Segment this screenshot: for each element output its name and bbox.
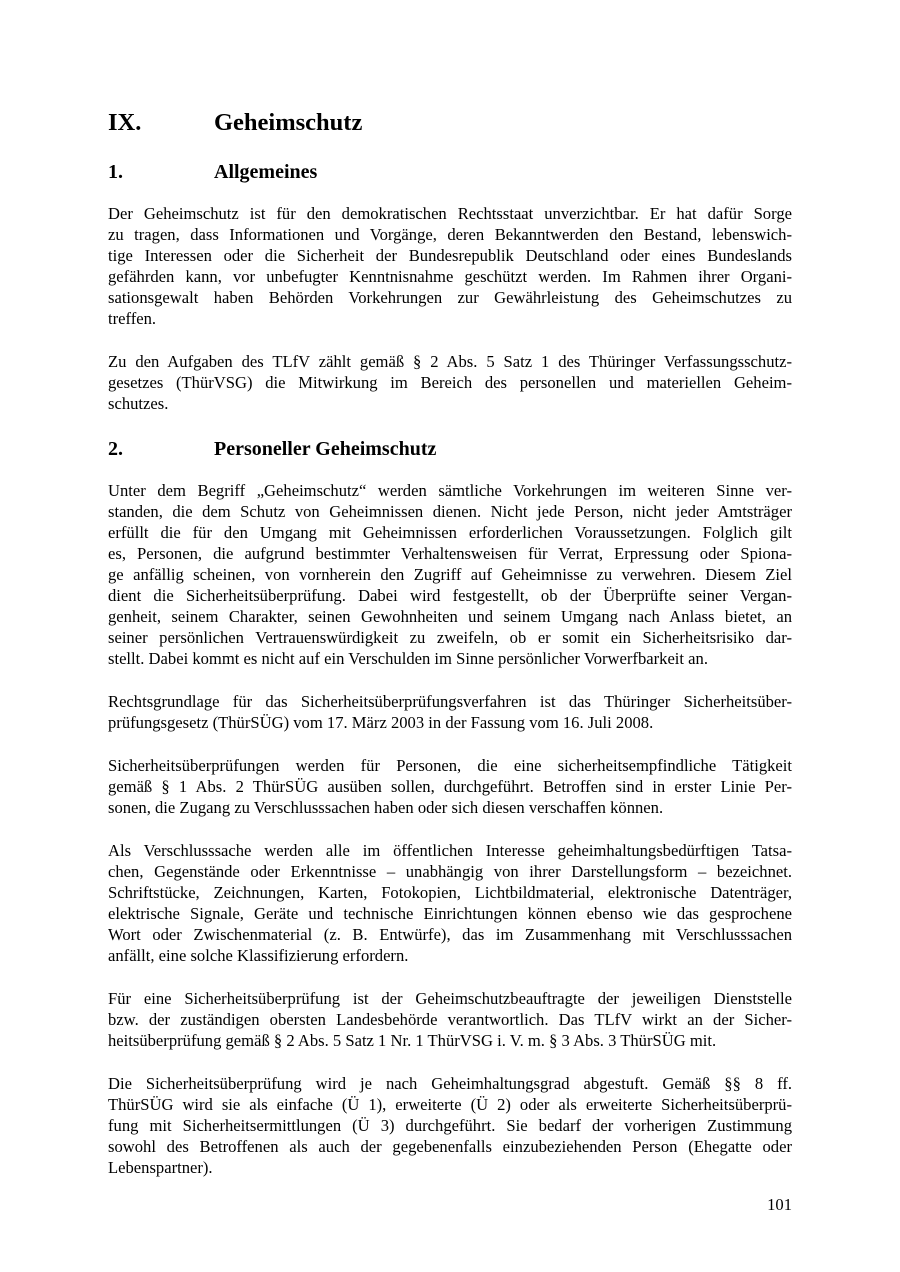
text-line: Rechtsgrundlage für das Sicherheitsüberprüfungsverfahren ist das Thüringer Sicherheitsüber- [108,692,792,711]
paragraph [108,1073,792,1178]
text-line: gesetzes (ThürVSG) die Mitwirkung im Bereich des personellen und materiellen Geheim- [108,373,792,392]
text-line: sonen, die Zugang zu Verschlusssachen haben oder sich diesen verschaffen können. [108,798,664,817]
paragraph [108,691,792,733]
paragraph [108,351,792,414]
text-line: ThürSÜG wird sie als einfache (Ü 1), erweiterte (Ü 2) oder als erweiterte Sicherheitsüberprü- [108,1095,792,1114]
text-line: seiner persönlichen Vertrauenswürdigkeit zu zweifeln, ob er somit ein Sicherheitsrisiko dar- [108,628,792,647]
paragraph [108,480,792,669]
text-line: Lebenspartner). [108,1158,213,1177]
text-line: erfüllt die für den Umgang mit Geheimnissen erforderlichen Voraussetzungen. Folglich gilt [108,523,792,542]
text-line: Für eine Sicherheitsüberprüfung ist der Geheimschutzbeauftragte der jeweiligen Dienststelle [108,989,792,1008]
page-number: 101 [767,1195,792,1214]
section-heading [108,436,792,462]
paragraph [108,840,792,966]
section-number: 2. [108,438,123,460]
text-line: Sicherheitsüberprüfungen werden für Personen, die eine sicherheitsempfindliche Tätigkeit [108,756,792,775]
text-line: Unter dem Begriff „Geheimschutz“ werden sämtliche Vorkehrungen im weiteren Sinne ver- [108,481,792,500]
chapter-number: IX. [108,109,142,136]
text-line: Die Sicherheitsüberprüfung wird je nach Geheimhaltungsgrad abgestuft. Gemäß §§ 8 ff. [108,1074,792,1093]
text-line: sowohl des Betroffenen als auch der gegebenenfalls einzubeziehenden Person (Ehegatte oder [108,1137,792,1156]
text-line: chen, Gegenstände oder Erkenntnisse – unabhängig von ihrer Darstellungsform – bezeichnet. [108,862,792,881]
text-line: gemäß § 1 Abs. 2 ThürSÜG ausüben sollen, durchgeführt. Betroffen sind in erster Linie Per- [108,777,792,796]
text-line: stellt. Dabei kommt es nicht auf ein Verschulden im Sinne persönlicher Vorwerfbarkeit an. [108,649,708,668]
text-line: fung mit Sicherheitsermittlungen (Ü 3) durchgeführt. Sie bedarf der vorherigen Zustimmung [108,1116,792,1135]
text-line: Der Geheimschutz ist für den demokratischen Rechtsstaat unverzichtbar. Er hat dafür Sorge [108,204,792,223]
section-title: Personeller Geheimschutz [214,438,437,460]
text-line: Als Verschlusssache werden alle im öffentlichen Interesse geheimhaltungsbedürftigen Tatsa- [108,841,792,860]
text-line: anfällt, eine solche Klassifizierung erfordern. [108,946,409,965]
text-line: ge anfällig scheinen, von vornherein den Zugriff auf Geheimnisse zu verwehren. Diesem Ziel [108,565,792,584]
chapter-heading [108,108,792,138]
text-line: genheit, seinem Charakter, seinen Gewohnheiten und seinem Umgang nach Anlass bietet, an [108,607,792,626]
text-line: treffen. [108,309,157,328]
text-line: Zu den Aufgaben des TLfV zählt gemäß § 2 Abs. 5 Satz 1 des Thüringer Verfassungsschutz- [108,352,792,371]
text-line: tige Interessen oder die Sicherheit der Bundesrepublik Deutschland oder eines Bundeslands [108,246,792,265]
text-line: gefährden kann, vor unbefugter Kenntnisnahme geschützt werden. Im Rahmen ihrer Organi- [108,267,792,286]
text-line: zu tragen, dass Informationen und Vorgänge, deren Bekanntwerden den Bestand, lebenswich- [108,225,792,244]
chapter-title: Geheimschutz [214,109,363,136]
text-line: es, Personen, die aufgrund bestimmter Verhaltensweisen für Verrat, Erpressung oder Spiona- [108,544,792,563]
text-line: standen, die dem Schutz von Geheimnissen dienen. Nicht jede Person, nicht jeder Amtsträger [108,502,792,521]
text-line: elektrische Signale, Geräte und technische Einrichtungen können ebenso wie das gesprochene [108,904,792,923]
text-line: heitsüberprüfung gemäß § 2 Abs. 5 Satz 1 Nr. 1 ThürVSG i. V. m. § 3 Abs. 3 ThürSÜG mit. [108,1031,717,1050]
text-line: Wort oder Zwischenmaterial (z. B. Entwürfe), das im Zusammenhang mit Verschlusssachen [108,925,792,944]
section-number: 1. [108,161,123,183]
text-line: dient die Sicherheitsüberprüfung. Dabei wird festgestellt, ob der Überprüfte seiner Vergan- [108,586,792,605]
section-heading [108,159,792,185]
paragraph [108,755,792,818]
text-line: Schriftstücke, Zeichnungen, Karten, Fotokopien, Lichtbildmaterial, elektronische Datenträger, [108,883,792,902]
text-line: schutzes. [108,394,169,413]
text-line: bzw. der zuständigen obersten Landesbehörde verantwortlich. Das TLfV wirkt an der Sicher- [108,1010,792,1029]
text-line: sationsgewalt haben Behörden Vorkehrungen zur Gewährleistung des Geheimschutzes zu [108,288,792,307]
document-page [108,100,792,1200]
paragraph [108,988,792,1051]
paragraph [108,203,792,329]
section-title: Allgemeines [214,161,318,183]
text-line: prüfungsgesetz (ThürSÜG) vom 17. März 2003 in der Fassung vom 16. Juli 2008. [108,713,654,732]
